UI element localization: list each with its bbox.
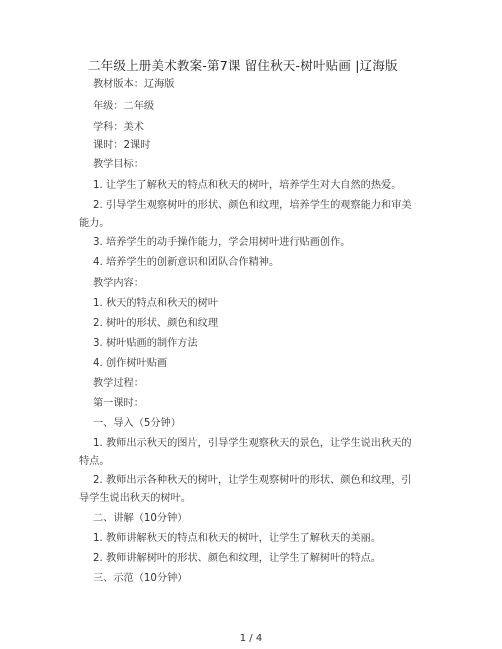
objective-item: 2. 引导学生观察树叶的形状、颜色和纹理，培养学生的观察能力和审美能力。 [79, 200, 412, 229]
meta-hours: 课时：2课时 [93, 140, 151, 151]
explain-item: 2. 教师讲解树叶的形状、颜色和纹理，让学生了解树叶的特点。 [93, 553, 382, 564]
document-title: 二年级上册美术教案-第7课 留住秋天-树叶贴画 |辽海版 [88, 58, 398, 73]
content-item: 2. 树叶的形状、颜色和纹理 [93, 318, 219, 329]
content-item: 4. 创作树叶贴画 [93, 358, 168, 369]
explain-item: 1. 教师讲解秋天的特点和秋天的树叶，让学生了解秋天的美丽。 [93, 533, 382, 544]
objectives-heading: 教学目标： [93, 159, 144, 170]
process-heading: 教学过程： [93, 378, 144, 389]
meta-edition: 教材版本：辽海版 [93, 79, 175, 90]
meta-subject: 学科：美术 [93, 122, 144, 133]
intro-item: 2. 教师出示各种秋天的树叶，让学生观察树叶的形状、颜色和纹理，引导学生说出秋天的树叶。 [79, 475, 412, 504]
objective-item: 1. 让学生了解秋天的特点和秋天的树叶，培养学生对大自然的热爱。 [93, 180, 402, 191]
content-heading: 教学内容： [93, 278, 144, 289]
objective-item: 4. 培养学生的创新意识和团队合作精神。 [93, 257, 280, 268]
meta-grade: 年级：二年级 [93, 101, 155, 112]
content-item: 1. 秋天的特点和秋天的树叶 [93, 298, 219, 309]
first-lesson-heading: 第一课时： [93, 398, 144, 409]
page-number: 1 / 4 [239, 633, 263, 644]
intro-item: 1. 教师出示秋天的图片，引导学生观察秋天的景色，让学生说出秋天的特点。 [79, 438, 412, 467]
intro-heading: 一、导入（5分钟） [93, 418, 181, 429]
explain-heading: 二、讲解（10分钟） [93, 513, 188, 524]
demo-heading: 三、示范（10分钟） [93, 573, 188, 584]
objective-item: 3. 培养学生的动手操作能力，学会用树叶进行贴画创作。 [93, 237, 351, 248]
content-item: 3. 树叶贴画的制作方法 [93, 338, 198, 349]
